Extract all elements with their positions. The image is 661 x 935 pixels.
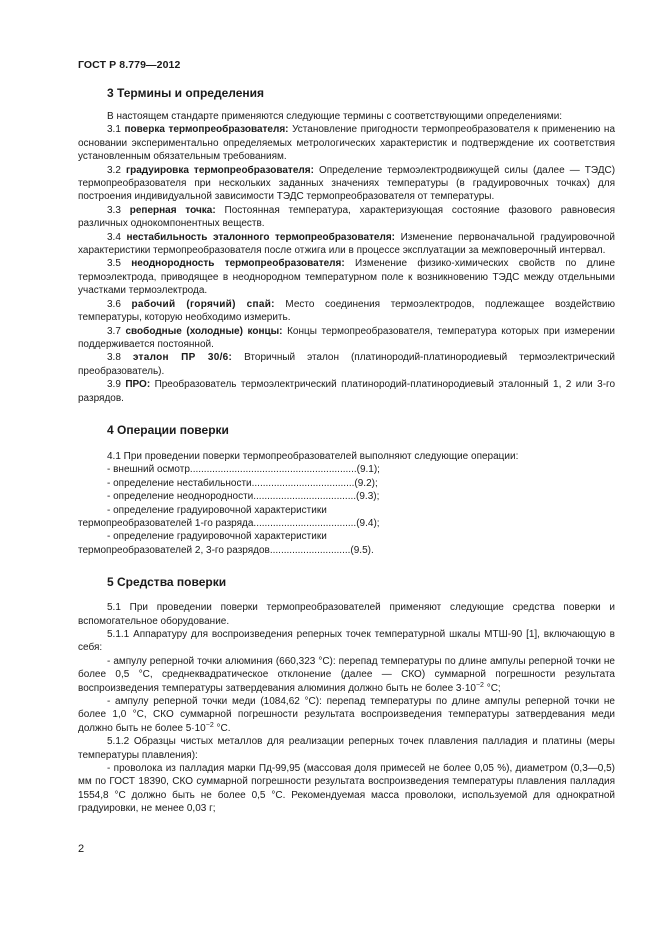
section-5-paragraph-2: 5.1.1 Аппаратуру для воспроизведения реперных точек температурной шкалы МТШ-90 [1], включающую в себя: <box>78 629 615 654</box>
operation-item: - определение градуировочной характеристики <box>107 504 327 516</box>
term-name: градуировка термопреобразователя: <box>125 164 314 176</box>
term-3-5: 3.5 неоднородность термопреобразователя: Изменение физико-химических свойств по длине термоэлектрода, приводящее в неоднородном температурном поле к возникновению ТЭДС между отдельными участками термоэлектрода. <box>78 258 616 297</box>
section-5-paragraph-1: 5.1 При проведении поверки термопреобразователей применяют следующие средства поверки и вспомогательное оборудование. <box>78 602 615 627</box>
term-name: рабочий (горячий) спай: <box>131 298 275 310</box>
term-3-1: 3.1 поверка термопреобразователя: Установление пригодности термопреобразователя к применению на основании экспериментально определяемых метрологических характеристик и подтверждение их соответствия установленным обязательным требованиям. <box>78 124 616 163</box>
term-3-7: 3.7 свободные (холодные) концы: Концы термопреобразователя, температура которых при измерении поддерживается постоянной. <box>78 325 616 350</box>
section-4-heading: 4 Операции поверки <box>107 422 229 437</box>
section-5-copper-ampoule: - ампулу реперной точки меди (1084,62 °С): перепад температуры по длине ампулы реперной точки не более 1,0 °С, СКО суммарной погрешности результата воспроизведения температуры затвердевания меди должно быть не более $5\cdot 10^{-2}$ °С. <box>78 696 615 734</box>
operation-item-continuation: термопреобразователей 1-го разряда.....................................(9.4); <box>78 517 380 529</box>
section-4-intro: 4.1 При проведении поверки термопреобразователей выполняют следующие операции: <box>107 450 519 462</box>
page-number: 2 <box>78 843 85 855</box>
section-3-heading: 3 Термины и определения <box>107 86 265 100</box>
section-5-paragraph-5: 5.1.2 Образцы чистых металлов для реализации реперных точек плавления палладия и платины (меры температуры плавления): <box>78 736 615 761</box>
section-5-palladium-wire: - проволока из палладия марки Пд-99,95 (массовая доля примесей не более 0,05 %), диаметром (0,3—0,5) мм по ГОСТ 18390, СКО суммарной погрешности результата воспроизведения температуры плавления палладия 1554,8 °С должно быть не более 0,5 °С. Рекомендуемая масса проволоки, используемой для однократной градуировки, не менее 0,03 г; <box>78 763 615 815</box>
term-name: поверка термопреобразователя: <box>124 124 289 136</box>
operation-item: - определение нестабильности.....................................(9.2); <box>107 477 378 489</box>
document-body <box>78 86 615 816</box>
section-3-intro: В настоящем стандарте применяются следующие термины с соответствующими определениями: <box>107 111 563 122</box>
term-name: реперная точка: <box>129 204 216 216</box>
operation-item: - определение градуировочной характеристики <box>107 531 327 543</box>
section-5-aluminium-ampoule: - ампулу реперной точки алюминия (660,323 °С): перепад температуры по длине ампулы реперной точки не более 0,5 °С, среднеквадратическое отклонение (далее — СКО) суммарной погрешности результата воспроизведения температуры затвердевания алюминия должно быть не более $3\cdot 10^{-2}$ °С; <box>78 655 615 694</box>
term-name: свободные (холодные) концы: <box>125 325 283 337</box>
term-3-9: 3.9 ПРО: Преобразователь термоэлектрический платинородий-платинородиевый эталонный 1, 2 или 3-го разрядов. <box>78 379 616 404</box>
term-name: ПРО: <box>125 379 151 391</box>
section-5-heading: 5 Средства поверки <box>107 575 227 590</box>
operation-item: - определение неоднородности.....................................(9.3); <box>107 491 380 503</box>
term-name: эталон ПР 30/6: <box>132 352 233 364</box>
term-3-6: 3.6 рабочий (горячий) спай: Место соединения термоэлектродов, подлежащее воздействию температуры, которую необходимо измерить. <box>78 298 616 324</box>
term-3-4: 3.4 нестабильность эталонного термопреобразователя: Изменение первоначальной градуировочной характеристики термопреобразователя после отжига или в процессе эксплуатации за межповерочный интервал. <box>78 231 616 257</box>
term-3-2: 3.2 градуировка термопреобразователя: Определение термоэлектродвижущей силы (далее — ТЭДС) термопреобразователя при нескольких заданных значениях температуры (в градуировочных точках) для построения индивидуальной зависимости ТЭДС термопреобразователя от температуры. <box>78 164 616 203</box>
document-header: ГОСТ Р 8.779—2012 <box>78 59 181 71</box>
term-3-8: 3.8 эталон ПР 30/6: Вторичный эталон (платинородий-платинородиевый термоэлектрический преобразователь). <box>78 352 615 377</box>
operation-item-continuation: термопреобразователей 2, 3-го разрядов.............................(9.5). <box>78 544 374 556</box>
term-3-3: 3.3 реперная точка: Постоянная температура, характеризующая состояние фазового равновесия различных однокомпонентных веществ. <box>78 204 616 230</box>
operation-item: - внешний осмотр............................................................(9.1); <box>107 464 380 476</box>
term-name: неоднородность термопреобразователя: <box>131 258 345 270</box>
term-name: нестабильность эталонного термопреобразователя: <box>126 231 395 243</box>
